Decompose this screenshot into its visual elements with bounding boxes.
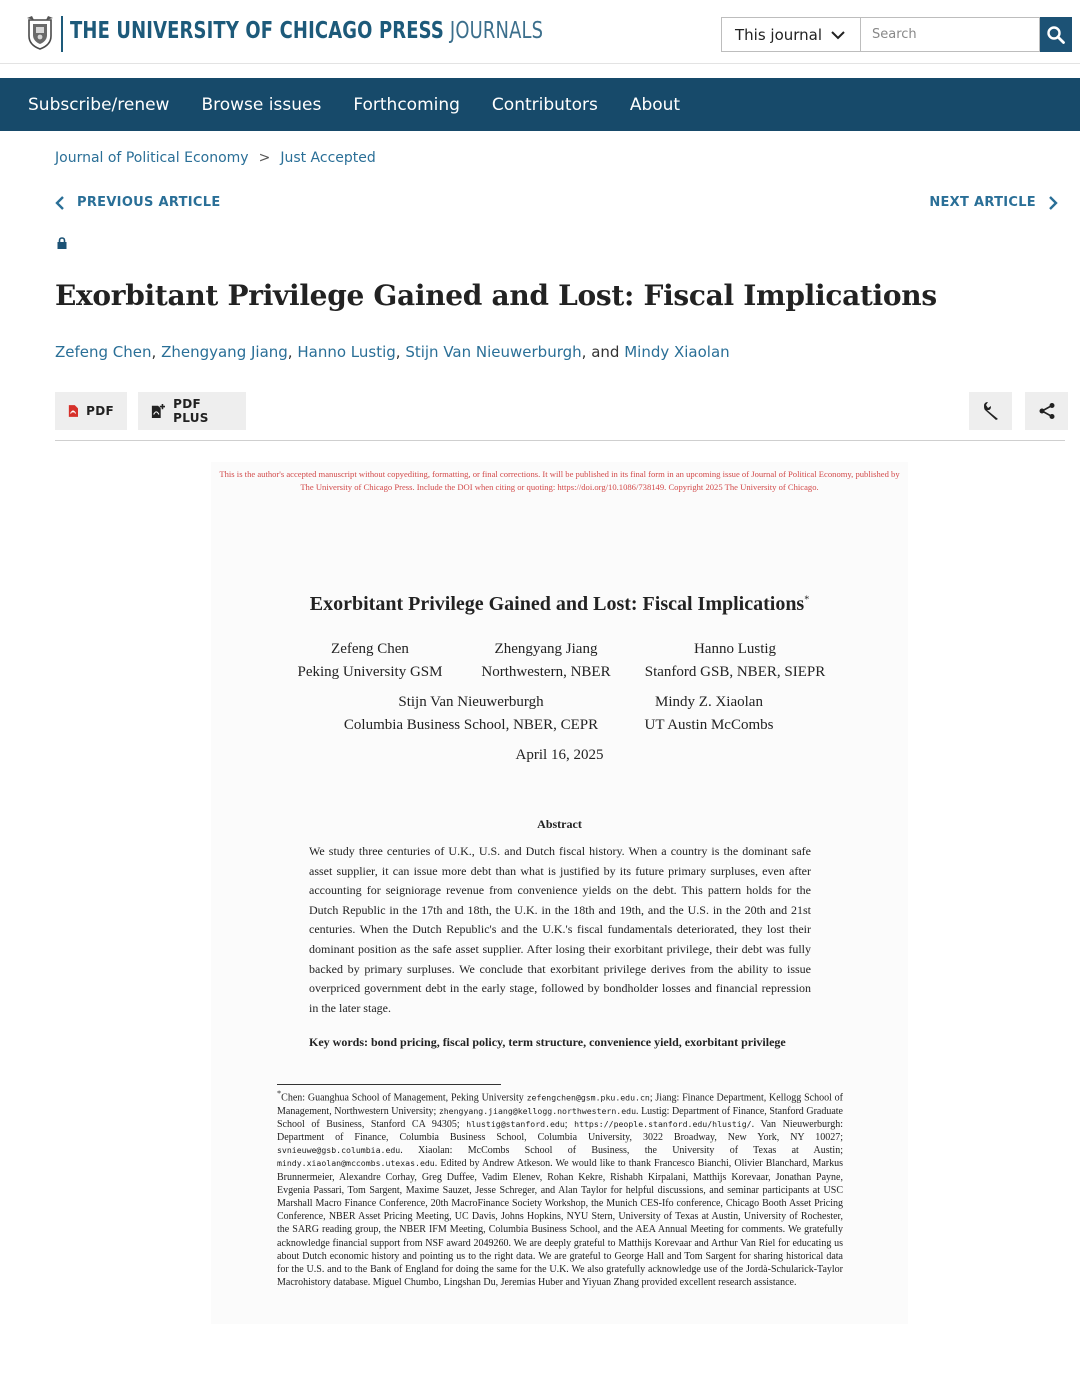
- tools-button[interactable]: [969, 392, 1012, 430]
- chevron-right-icon: [1048, 196, 1058, 210]
- share-icon: [1038, 402, 1056, 420]
- pdf-label: PDF: [86, 404, 114, 418]
- wrench-icon: [981, 401, 1001, 421]
- breadcrumb: [55, 150, 376, 166]
- nav-contributors[interactable]: Contributors: [491, 94, 598, 115]
- manuscript-author-name: Hanno Lustig: [693, 641, 777, 657]
- search-scope-value: This journal: [735, 25, 823, 44]
- manuscript-author-affil: UT Austin McCombs: [644, 717, 774, 733]
- manuscript-notice: This is the author's accepted manuscript without copyediting, formatting, or final corrections. It will be published in its final form in an upcoming issue of Journal of Political Economy, published by The University of Chicago Press. Include the DOI when citing or quoting: https://doi.org/10.1086/738149. Copyright 2025 The University of Chicago.: [219, 469, 900, 492]
- nav-about[interactable]: About: [629, 94, 681, 115]
- manuscript-author-block: [637, 691, 781, 737]
- manuscript-author-block: [337, 691, 605, 737]
- share-button[interactable]: [1025, 392, 1068, 430]
- breadcrumb-section-link[interactable]: Just Accepted: [280, 150, 376, 166]
- lock-icon: [57, 237, 67, 249]
- previous-article-link[interactable]: [55, 195, 221, 210]
- manuscript-author-name: Stijn Van Nieuwerburgh: [398, 694, 544, 710]
- keywords-label: Key words:: [309, 1035, 368, 1049]
- manuscript-author-block: [472, 638, 620, 684]
- pdf-button[interactable]: [55, 392, 127, 430]
- search-input[interactable]: [861, 17, 1040, 52]
- title-footnote-mark: *: [804, 594, 810, 606]
- footnote-rule: [277, 1084, 501, 1085]
- manuscript-author-block: [289, 638, 451, 684]
- next-article-link[interactable]: [929, 195, 1058, 210]
- search-button[interactable]: [1040, 17, 1072, 52]
- manuscript-author-block: [641, 638, 829, 684]
- article-title: Exorbitant Privilege Gained and Lost: Fiscal Implications: [55, 279, 937, 312]
- nav-subscribe-renew[interactable]: Subscribe/renew: [28, 94, 170, 115]
- manuscript-author-name: Zefeng Chen: [331, 641, 409, 657]
- nav-forthcoming[interactable]: Forthcoming: [353, 94, 460, 115]
- manuscript-author-affil: Stanford GSB, NBER, SIEPR: [644, 664, 826, 680]
- toolbar-divider: [55, 440, 1065, 441]
- pdf-plus-button[interactable]: [138, 392, 246, 430]
- manuscript-date: April 16, 2025: [515, 747, 604, 763]
- previous-article-label: PREVIOUS ARTICLE: [77, 195, 221, 210]
- pdf-plus-icon: [151, 403, 165, 419]
- university-seal-icon[interactable]: [26, 16, 54, 50]
- author-link[interactable]: Zhengyang Jiang: [161, 343, 288, 361]
- manuscript-author-name: Mindy Z. Xiaolan: [655, 694, 763, 710]
- abstract-text: We study three centuries of U.K., U.S. and Dutch fiscal history. When a country is the dominant safe asset supplier, it can issue more debt than what is justified by its future primary surpluses, even after accounting for seigniorage revenue from convenience yields on the debt. This pattern holds for the Dutch Republic in the 17th and 18th, the U.K. in the 18th and 19th, and the U.S. in the 20th and 21st centuries. When the Dutch Republic's and the U.K.'s fiscal fundamentals deteriorated, they lost their dominant position as the safe asset supplier. After losing their exorbitant privilege, their debt was fully backed by primary surpluses. We conclude that exorbitant privilege derives from the ability to issue overpriced government debt in the early stage, followed by bondholder losses and financial repression in the later stage.: [309, 844, 811, 1015]
- breadcrumb-separator: >: [258, 150, 271, 166]
- breadcrumb-journal-link[interactable]: Journal of Political Economy: [55, 150, 249, 166]
- authors-and: and: [591, 343, 620, 361]
- manuscript-author-affil: Columbia Business School, NBER, CEPR: [343, 717, 599, 733]
- nav-browse-issues[interactable]: Browse issues: [201, 94, 322, 115]
- footnote: *Chen: Guanghua School of Management, Peking University zefengchen@gsm.pku.edu.cn; Jiang: Finance Department, Kellogg School of Management, Northwestern University; zhengyang.jiang@kellogg.northwestern.edu. Lustig: Department of Finance, Stanford Graduate School of Business, Stanford CA 94305; hlustig@stanford.edu; https://people.stanford.edu/hlustig/. Van Nieuwerburgh: Department of Finance, Columbia Business School, Columbia University, 3022 Broadway, New York, NY 10027; svnieuwe@gsb.columbia.edu. Xiaolan: McCombs School of Business, the University of Texas at Austin; mindy.xiaolan@mccombs.utexas.edu. Edited by Andrew Atkeson. We would like to thank Francesco Bianchi, Olivier Blanchard, Markus Brunnermeier, Alexandre Corhay, Greg Duffee, Vadim Elenev, Rohan Kekre, Rishabh Kirpalani, Matthijs Korevaar, Jonathan Payne, Evgenia Passari, Tom Sargent, Maxime Sauzet, Jesse Schreger, and Alan Taylor for helpful discussions, and seminar participants at USC Marshall Macro Finance Conference, 20th MacroFinance Society Workshop, the Munich CES-Ifo conference, Chicago Booth Asset Pricing Conference, NBER Asset Pricing Meeting, UC Davis, Johns Hopkins, NYU Stern, University of Texas at Austin, University of Rochester, the SARG reading group, the NBER IFM Meeting, Columbia Business School, and the AEA Annual Meeting for comments. We gratefully acknowledge financial support from NSF award 2049260. We are deeply grateful to Matthijs Korevaar and Arthur Van Riel for educating us about Dutch economic history and pointing us to the right data. We are grateful to George Hall and Tom Sargent for sharing historical data for the U.S. and to the Bank of England for doing the same for the U.K. We also gratefully acknowledge use of the Jordà-Schularick-Taylor Macrohistory database. Miguel Chumbo, Lingshan Du, Jeremias Huber and Yiyuan Zhang provided excellent research assistance.: [277, 1089, 843, 1289]
- author-link[interactable]: Stijn Van Nieuwerburgh: [405, 343, 582, 361]
- keywords-text: bond pricing, fiscal policy, term structure, convenience yield, exorbitant privilege: [371, 1035, 786, 1049]
- manuscript-author-affil: Northwestern, NBER: [481, 664, 611, 680]
- manuscript-title: Exorbitant Privilege Gained and Lost: Fiscal Implications*: [309, 593, 810, 615]
- manuscript-page-preview: [211, 462, 908, 1324]
- journal-nav: [0, 78, 1080, 131]
- author-link[interactable]: Mindy Xiaolan: [624, 343, 730, 361]
- site-header: [0, 0, 1080, 64]
- manuscript-author-name: Zhengyang Jiang: [494, 641, 598, 657]
- site-logo[interactable]: THE UNIVERSITY OF CHICAGO PRESS JOURNALS: [70, 18, 544, 44]
- pdf-plus-label: PDF PLUS: [173, 397, 209, 425]
- author-link[interactable]: Hanno Lustig: [297, 343, 396, 361]
- logo-divider: [61, 16, 63, 52]
- manuscript-author-affil: Peking University GSM: [297, 664, 443, 680]
- search-scope-select[interactable]: [721, 17, 861, 52]
- abstract-heading: Abstract: [537, 817, 582, 831]
- keywords: [309, 1032, 811, 1052]
- author-link[interactable]: Zefeng Chen: [55, 343, 152, 361]
- search-icon: [1046, 25, 1066, 45]
- chevron-down-icon: [830, 28, 846, 42]
- chevron-left-icon: [55, 196, 65, 210]
- author-list: Zefeng Chen, Zhengyang Jiang, Hanno Lustig, Stijn Van Nieuwerburgh, and Mindy Xiaolan: [55, 343, 730, 361]
- pdf-icon: [68, 404, 78, 418]
- next-article-label: NEXT ARTICLE: [929, 195, 1036, 210]
